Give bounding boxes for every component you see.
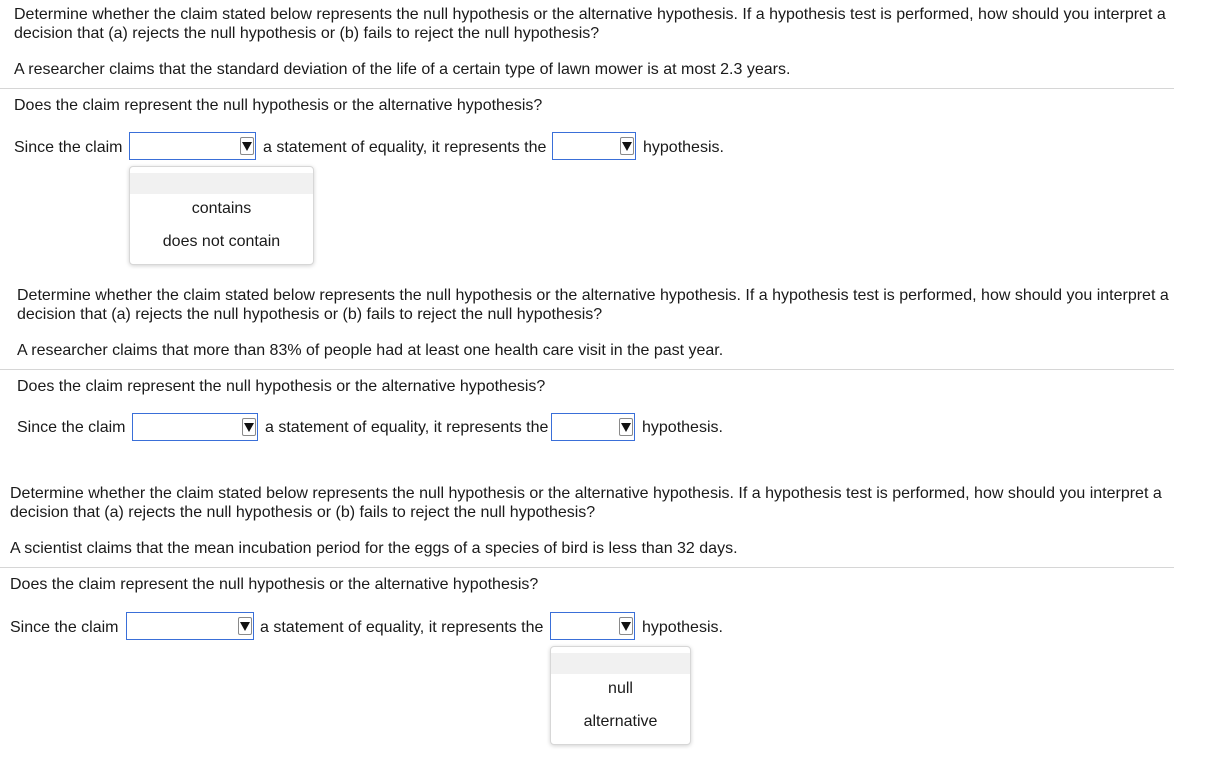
divider (0, 567, 1174, 568)
hypothesis-dropdown[interactable] (550, 612, 635, 640)
problem-prompt-line-1: Determine whether the claim stated below represents the null hypothesis or the alternative hypothesis. If a hypothesis test is performed, how should you interpret a (10, 485, 1162, 502)
problem-prompt-line-2: decision that (a) rejects the null hypothesis or (b) fails to reject the null hypothesis? (10, 504, 596, 521)
empty-option[interactable] (130, 173, 313, 194)
problem-prompt-line-1: Determine whether the claim stated below represents the null hypothesis or the alternative hypothesis. If a hypothesis test is performed, how should you interpret a (14, 6, 1166, 23)
option-does-not-contain[interactable]: does not contain (162, 233, 281, 250)
since-the-claim-label: Since the claim (17, 419, 126, 436)
option-contains[interactable]: contains (191, 200, 252, 217)
end-text: hypothesis. (643, 139, 724, 156)
dropdown-arrow-icon[interactable] (242, 418, 256, 436)
equality-dropdown[interactable] (129, 132, 256, 160)
middle-text: a statement of equality, it represents the (260, 619, 544, 636)
problem-prompt-line-2: decision that (a) rejects the null hypothesis or (b) fails to reject the null hypothesis? (14, 25, 600, 42)
hypothesis-dropdown[interactable] (551, 413, 635, 441)
empty-option[interactable] (551, 653, 690, 674)
end-text: hypothesis. (642, 619, 723, 636)
option-null[interactable]: null (608, 680, 633, 697)
claim-text: A scientist claims that the mean incubation period for the eggs of a species of bird is less than 32 days. (10, 540, 738, 557)
hypothesis-dropdown[interactable] (552, 132, 636, 160)
problem-prompt-line-2: decision that (a) rejects the null hypothesis or (b) fails to reject the null hypothesis? (17, 306, 603, 323)
question-text: Does the claim represent the null hypothesis or the alternative hypothesis? (14, 97, 543, 114)
equality-dropdown[interactable] (126, 612, 254, 640)
equality-options-menu (129, 166, 314, 265)
end-text: hypothesis. (642, 419, 723, 436)
divider (0, 369, 1174, 370)
dropdown-arrow-icon[interactable] (238, 617, 252, 635)
problem-prompt-line-1: Determine whether the claim stated below represents the null hypothesis or the alternative hypothesis. If a hypothesis test is performed, how should you interpret a (17, 287, 1169, 304)
dropdown-arrow-icon[interactable] (619, 418, 633, 436)
since-the-claim-label: Since the claim (14, 139, 123, 156)
question-text: Does the claim represent the null hypothesis or the alternative hypothesis? (10, 576, 539, 593)
middle-text: a statement of equality, it represents the (265, 419, 549, 436)
claim-text: A researcher claims that the standard deviation of the life of a certain type of lawn mower is at most 2.3 years. (14, 61, 791, 78)
question-text: Does the claim represent the null hypothesis or the alternative hypothesis? (17, 378, 546, 395)
middle-text: a statement of equality, it represents the (263, 139, 547, 156)
option-alternative[interactable]: alternative (583, 713, 658, 730)
dropdown-arrow-icon[interactable] (620, 137, 634, 155)
hypothesis-options-menu (550, 646, 691, 745)
claim-text: A researcher claims that more than 83% of people had at least one health care visit in the past year. (17, 342, 724, 359)
divider (0, 88, 1174, 89)
dropdown-arrow-icon[interactable] (240, 137, 254, 155)
dropdown-arrow-icon[interactable] (619, 617, 633, 635)
equality-dropdown[interactable] (132, 413, 258, 441)
since-the-claim-label: Since the claim (10, 619, 119, 636)
